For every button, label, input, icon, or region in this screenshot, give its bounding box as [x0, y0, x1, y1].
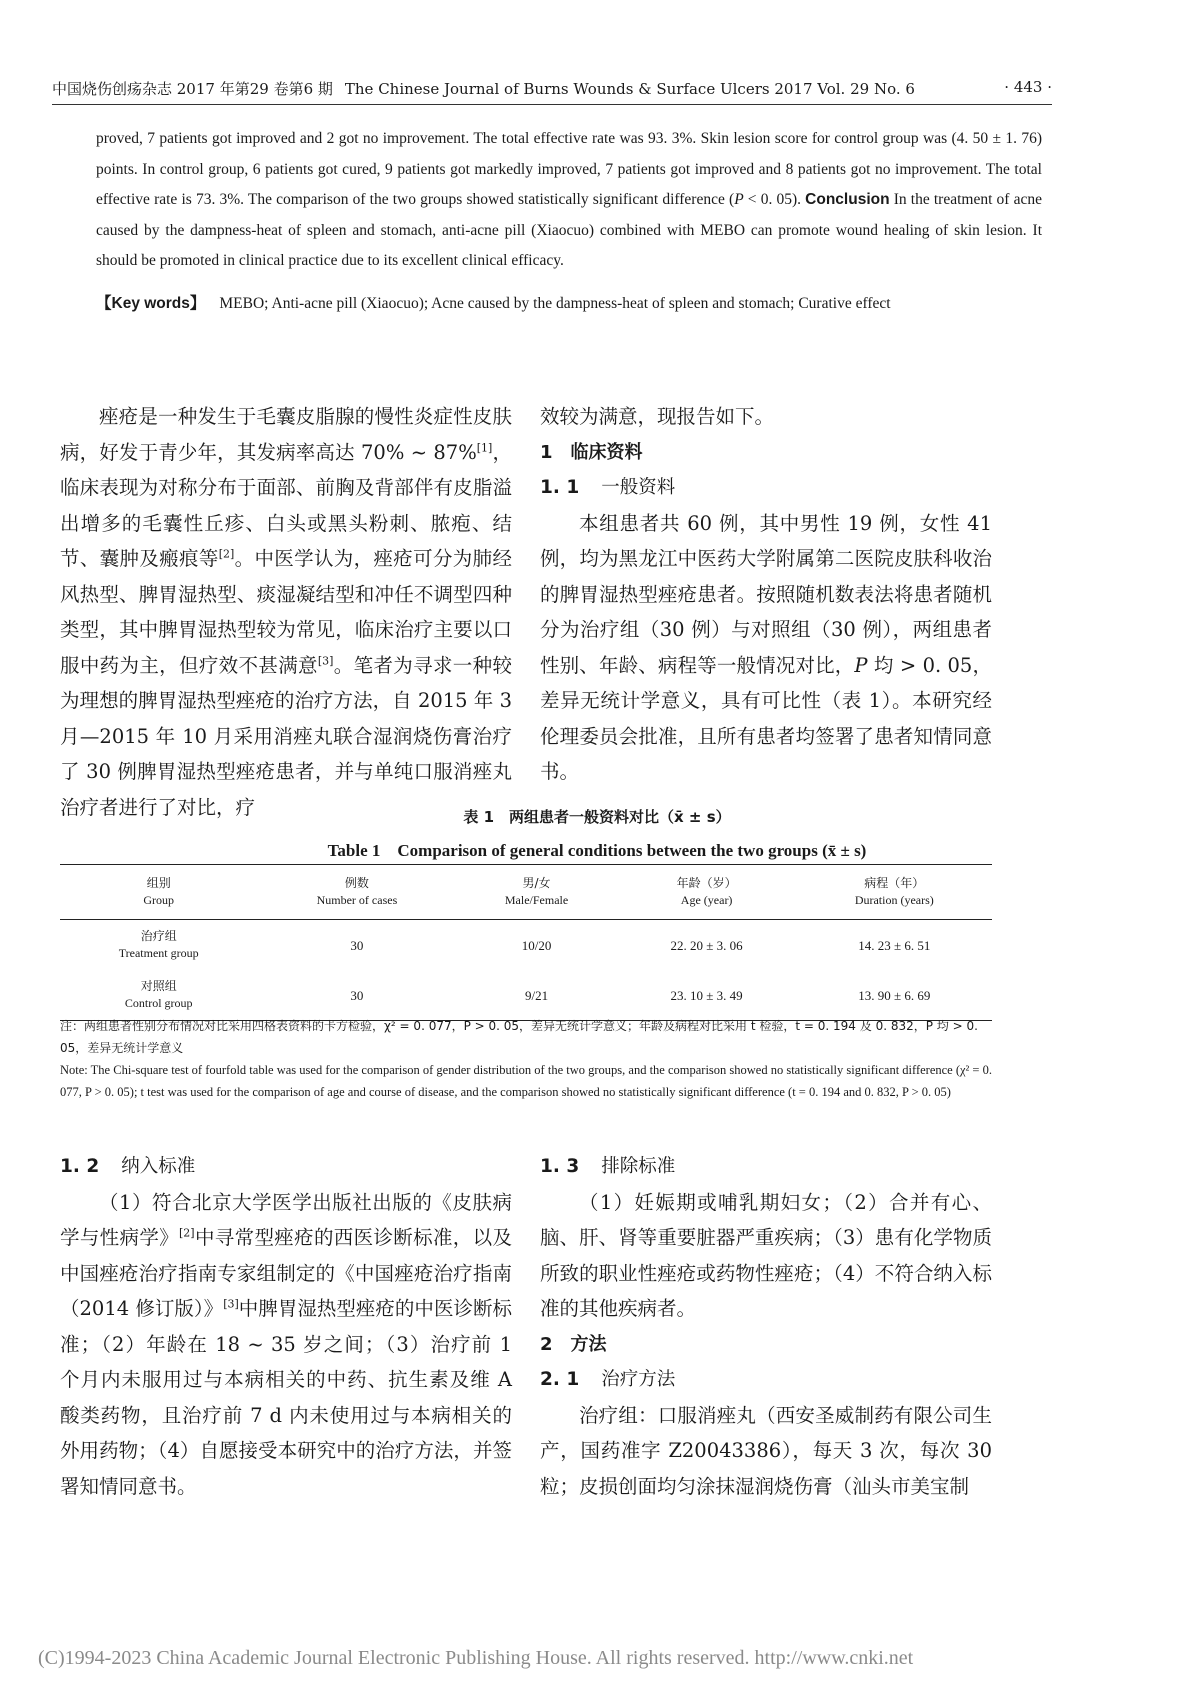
- table-note-en: Note: The Chi-square test of fourfold table was used for the comparison of gender distribution of the two groups, and the comparison showed no statistically significant difference (χ² = 0. 077, P > 0. 05); t test was used for the comparison of age and course of disease, and the comparison showed no statistically significant difference (t = 0. 194 and 0. 832, P > 0. 05): [60, 1063, 992, 1099]
- page-number: · 443 ·: [1004, 78, 1052, 96]
- journal-name-cn: 中国烧伤创疡杂志 2017 年第29 卷第6 期: [52, 80, 333, 98]
- header-cn: 年龄（岁）: [676, 876, 737, 890]
- header-en: Age (year): [680, 893, 733, 907]
- general-data-paragraph: [540, 506, 992, 790]
- header-group: [60, 865, 257, 920]
- citation-ref: [3]: [317, 654, 334, 667]
- intro-text-1: 痤疮是一种发生于毛囊皮脂腺的慢性炎症性皮肤病，好发于青少年，其发病率高达 70% ~ 87%: [60, 405, 512, 464]
- p-value-symbol: P: [734, 191, 744, 208]
- journal-citation: [52, 78, 915, 99]
- table-title-cn: 表 1 两组患者一般资料对比（x̄ ± s）: [463, 808, 731, 826]
- p-value-text: < 0. 05).: [743, 191, 802, 208]
- general-data-text-1: 本组患者共 60 例，其中男性 19 例，女性 41 例，均为黑龙江中医药大学附属第二医院皮肤科收治的脾胃湿热型痤疮患者。按照随机数表法将患者随机分为治疗组（30 例）与对照组（30 例），两组患者性别、年龄、病程等一般情况对比，: [540, 511, 992, 677]
- subsection-number: 1. 1: [540, 477, 580, 498]
- body-column-left-top: [60, 399, 512, 825]
- exclusion-criteria-paragraph: （1）妊娠期或哺乳期妇女；（2）合并有心、脑、肝、肾等重要脏器严重疾病；（3）患有化学物质所致的职业性痤疮或药物性痤疮；（4）不符合纳入标准的其他疾病者。: [540, 1190, 992, 1320]
- header-cn: 组别: [146, 876, 171, 890]
- subsection-title: 排除标准: [601, 1156, 676, 1177]
- subsection-title: 治疗方法: [601, 1369, 676, 1390]
- header-en: Duration (years): [854, 893, 934, 907]
- citation-ref: [2]: [218, 547, 235, 561]
- group-en: Control group: [124, 996, 193, 1010]
- cell-sex: 10/20: [521, 937, 552, 953]
- cell-cases: 30: [350, 937, 364, 953]
- cell-duration: 13. 90 ± 6. 69: [797, 970, 992, 1021]
- subsection-number: 1. 3: [540, 1156, 580, 1177]
- cell-cases: 30: [257, 970, 456, 1021]
- subsection-heading-2-1: [540, 1362, 992, 1398]
- general-data-text-2: 均 > 0. 05，差异无统计学意义，具有可比性（表 1）。本研究经伦理委员会批准，且所有患者均签署了患者知情同意书。: [540, 653, 992, 783]
- abstract-results-paragraph: [96, 124, 1042, 277]
- subsection-title: 纳入标准: [121, 1156, 196, 1177]
- table-row: [60, 970, 992, 1021]
- conclusion-text: In the treatment of acne caused by the dampness-heat of spleen and stomach, anti-acne pill (Xiaocuo) combined with MEBO can promote wound healing of skin lesion. It should be promoted in clinical practice due to its excellent clinical efficacy.: [96, 191, 1042, 269]
- subsection-heading-1-1: [540, 470, 992, 506]
- body-column-left-bottom: [60, 1149, 512, 1504]
- table-title-en: Table 1 Comparison of general conditions between the two groups (x̄ ± s): [327, 841, 867, 860]
- subsection-number: 2. 1: [540, 1369, 580, 1390]
- citation-ref: [2]: [179, 1226, 195, 1240]
- table-notes: [60, 1015, 992, 1103]
- header-en: Number of cases: [316, 893, 398, 907]
- inclusion-text-3: 中脾胃湿热型痤疮的中医诊断标准；（2）年龄在 18 ~ 35 岁之间；（3）治疗前 1 个月内未服用过与本病相关的中药、抗生素及维 A 酸类药物，且治疗前 7 d 内未使用过与本病相关的外用药物；（4）自愿接受本研究中的治疗方法，并签署知情同意书。: [60, 1297, 512, 1498]
- subsection-number: 1. 2: [60, 1156, 100, 1177]
- cell-duration: 14. 23 ± 6. 51: [858, 937, 931, 953]
- inclusion-criteria-paragraph: [60, 1185, 512, 1505]
- running-header: [52, 76, 1052, 105]
- header-duration: [797, 865, 992, 920]
- keywords-text: MEBO; Anti-acne pill (Xiaocuo); Acne caused by the dampness-heat of spleen and stomach; Curative effect: [219, 294, 891, 312]
- header-cn: 男/女: [522, 876, 551, 890]
- header-en: Group: [143, 893, 175, 907]
- cell-age: 22. 20 ± 3. 06: [670, 937, 743, 953]
- table-row: [60, 920, 992, 971]
- inclusion-text-1: （1）符合北京大学医学出版社出版的《皮肤病学与性病学》: [60, 1190, 512, 1249]
- intro-text-3: 。中医学认为，痤疮可分为肺经风热型、脾胃湿热型、痰湿凝结型和冲任不调型四种类型，其中脾胃湿热型较为常见，临床治疗主要以口服中药为主，但疗效不甚满意: [60, 547, 512, 677]
- keywords-label: 【Key words】: [96, 294, 206, 312]
- cell-sex: 9/21: [456, 970, 616, 1021]
- intro-text-4: 。笔者为寻求一种较为理想的脾胃湿热型痤疮的治疗方法，自 2015 年 3 月—2015 年 10 月采用消痤丸联合湿润烧伤膏治疗了 30 例脾胃湿热型痤疮患者，并与单纯口服消痤丸治疗者进行了对比，疗: [60, 653, 512, 819]
- group-cn: 治疗组: [140, 929, 177, 943]
- header-age: [617, 865, 797, 920]
- header-cases: [257, 865, 456, 920]
- header-sex: [456, 865, 616, 920]
- copyright-footer: (C)1994-2023 China Academic Journal Electronic Publishing House. All rights reserved. http://www.cnki.net: [38, 1647, 914, 1669]
- keywords-paragraph: [96, 289, 1042, 320]
- body-column-right-top: [540, 399, 992, 790]
- header-cn: 病程（年）: [864, 876, 925, 890]
- inclusion-text-2: 中寻常型痤疮的西医诊断标准，以及中国痤疮治疗指南专家组制定的《中国痤疮治疗指南（2014 修订版）》: [60, 1226, 512, 1320]
- group-cn: 对照组: [140, 979, 177, 993]
- conclusion-label: Conclusion: [805, 191, 890, 208]
- p-value-symbol: P: [854, 653, 868, 677]
- citation-ref: [1]: [476, 441, 493, 454]
- subsection-heading-1-3: [540, 1149, 992, 1185]
- body-column-right-bottom: [540, 1149, 992, 1504]
- cell-group: [60, 920, 257, 971]
- intro-text-2: ，临床表现为对称分布于面部、前胸及背部伴有皮脂溢出增多的毛囊性丘疹、白头或黑头粉刺、脓疱、结节、囊肿及瘢痕等: [60, 440, 512, 570]
- section-heading-2: 2 方法: [540, 1333, 607, 1355]
- cell-group: [60, 970, 257, 1021]
- cell-age: 23. 10 ± 3. 49: [617, 970, 797, 1021]
- header-cn: 例数: [344, 876, 369, 890]
- citation-ref: [3]: [223, 1297, 239, 1311]
- subsection-title: 一般资料: [601, 477, 676, 498]
- group-en: Treatment group: [118, 946, 199, 960]
- comparison-table: [60, 864, 992, 1021]
- treatment-method-paragraph: 治疗组：口服消痤丸（西安圣威制药有限公司生产，国药准字 Z20043386），每天 3 次，每次 30 粒；皮损创面均匀涂抹湿润烧伤膏（汕头市美宝制: [540, 1403, 992, 1498]
- journal-name-en: The Chinese Journal of Burns Wounds & Surface Ulcers 2017 Vol. 29 No. 6: [344, 80, 915, 98]
- subsection-heading-1-2: [60, 1149, 512, 1185]
- english-abstract: [96, 124, 1042, 319]
- results-text: proved, 7 patients got improved and 2 got no improvement. The total effective rate was 93. 3%. Skin lesion score for control group was (4. 50 ± 1. 76) points. In control group, 6 patients got cured, 9 patients got markedly improved, 7 patients got improved and 8 patients got no improvement. The total effective rate is 73. 3%. The comparison of the two groups showed statistically significant difference (: [96, 130, 1042, 208]
- header-en: Male/Female: [504, 893, 569, 907]
- table-header-row: [60, 865, 992, 920]
- intro-paragraph: [60, 399, 512, 825]
- intro-paragraph-continued: 效较为满意，现报告如下。: [540, 405, 775, 428]
- section-heading-1: 1 临床资料: [540, 441, 643, 463]
- table-note-cn: 注：两组患者性别分布情况对比采用四格表资料的卡方检验，χ² = 0. 077，P > 0. 05，差异无统计学意义；年龄及病程对比采用 t 检验，t = 0. 194 及 0. 832，P 均 > 0. 05，差异无统计学意义: [60, 1019, 978, 1055]
